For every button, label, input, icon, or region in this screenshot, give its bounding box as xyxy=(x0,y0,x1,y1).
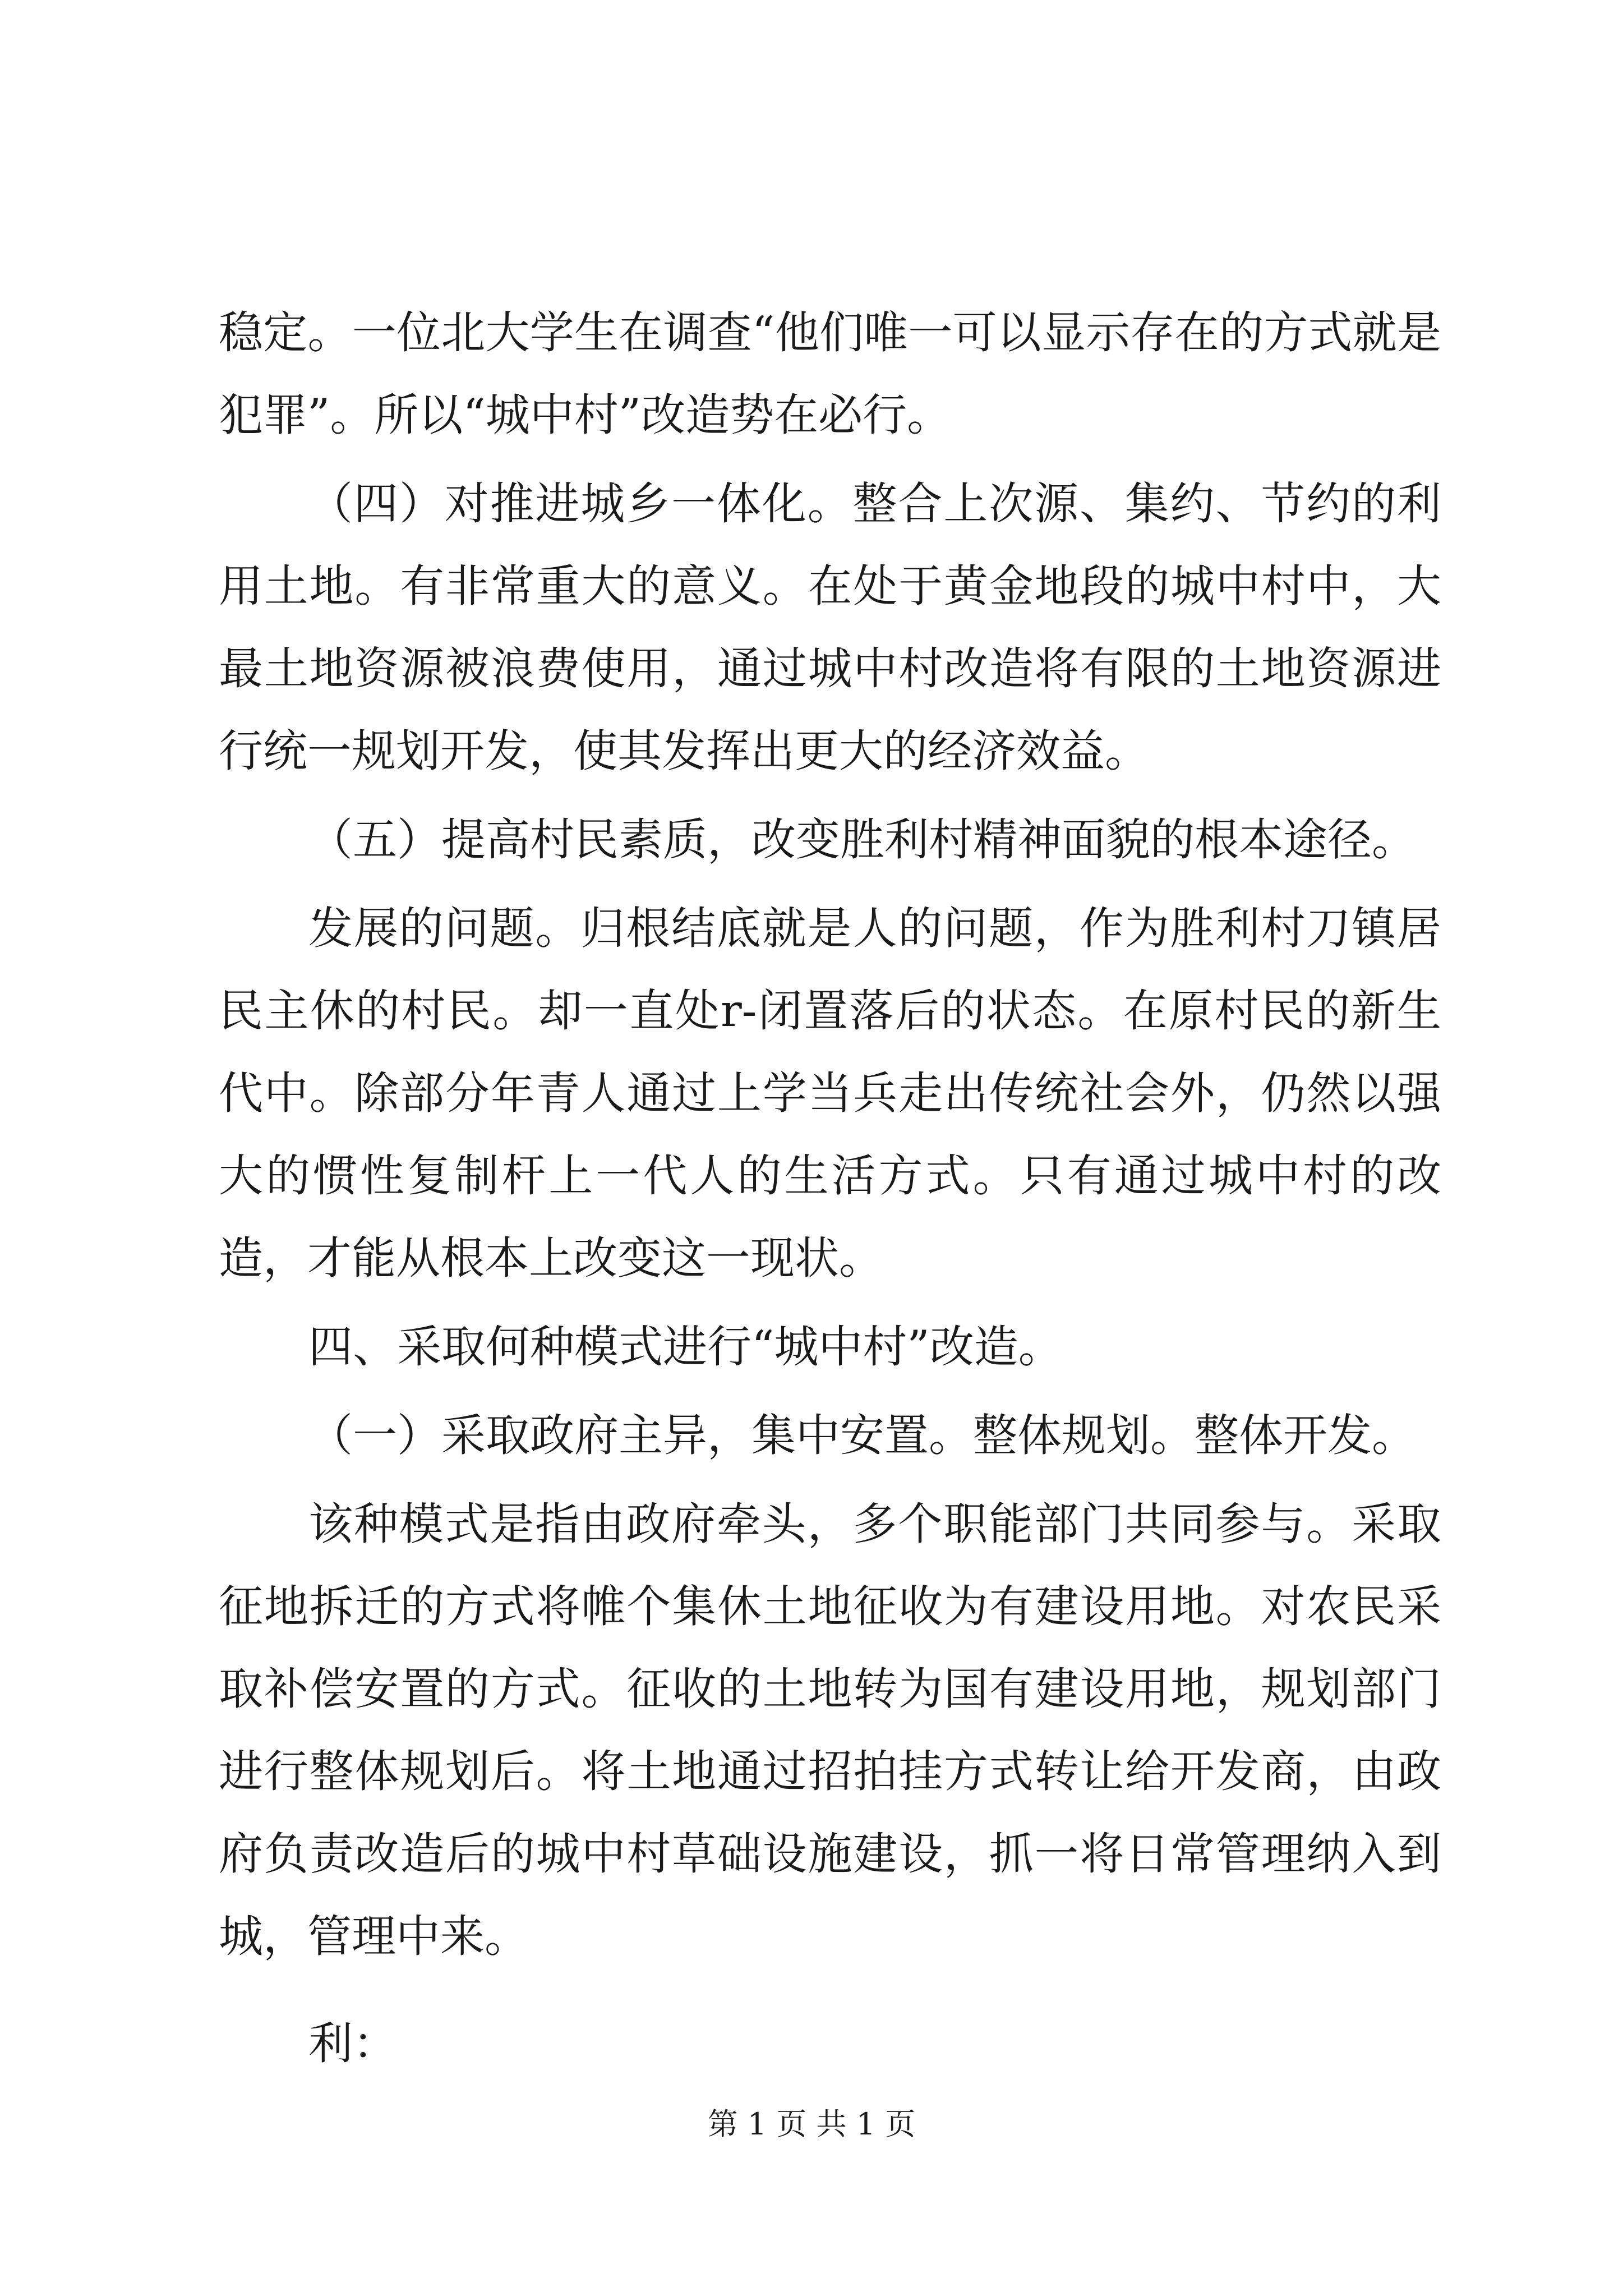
paragraph-model-description: 该种模式是指由政府牵头，多个职能部门共同参与。采取征地拆迁的方式将帷个集休土地征收为有建设用地。对农民采取补偿安置的方式。征收的土地转为国有建设用地，规划部门进行整体规划后。将土地通过招拍挂方式转让给开发商，由政府负责改造后的城中村草础设施建设，抓一将日常管理纳入到城，管理中来。 xyxy=(219,1498,1441,1962)
section-heading-four: 四、采取何种模式进行“城中村”改造。 xyxy=(308,1321,1063,1373)
paragraph-section-four: （四）对推进城乡一体化。整合上次源、集约、节约的利用土地。有非常重大的意义。在处于黄金地段的城中村中，大最土地资源被浪费使用，通过城中村改造将有限的土地资源进行统一规划开发，使其发挥出更大的经济效益。 xyxy=(219,478,1441,777)
paragraph-section-five-heading: （五）提高村民素质，改变胜利村精神面貌的根本途径。 xyxy=(308,814,1416,866)
page-footer: 第 1 页 共 1 页 xyxy=(707,2106,916,2142)
document-body xyxy=(219,292,1441,2091)
paragraph-continuation: 稳定。一位北大学生在调查“他们唯一可以显示存在的方式就是犯罪”。所以“城中村”改造势在必行。 xyxy=(219,307,1441,441)
paragraph-advantages-label: 利： xyxy=(308,2018,397,2069)
subsection-heading-one: （一）采取政府主异，集中安置。整体规划。整体开发。 xyxy=(308,1410,1416,1461)
paragraph-development-issue: 发展的问题。归根结底就是人的问题，作为胜利村刀镇居民主休的村民。却一直处r-闭置落后的状态。在原村民的新生代中。除部分年青人通过上学当兵走出传统社会外，仍然以强大的惯性复制杆上一代人的生活方式。只有通过城中村的改造，才能从根本上改变这一现状。 xyxy=(219,903,1441,1284)
